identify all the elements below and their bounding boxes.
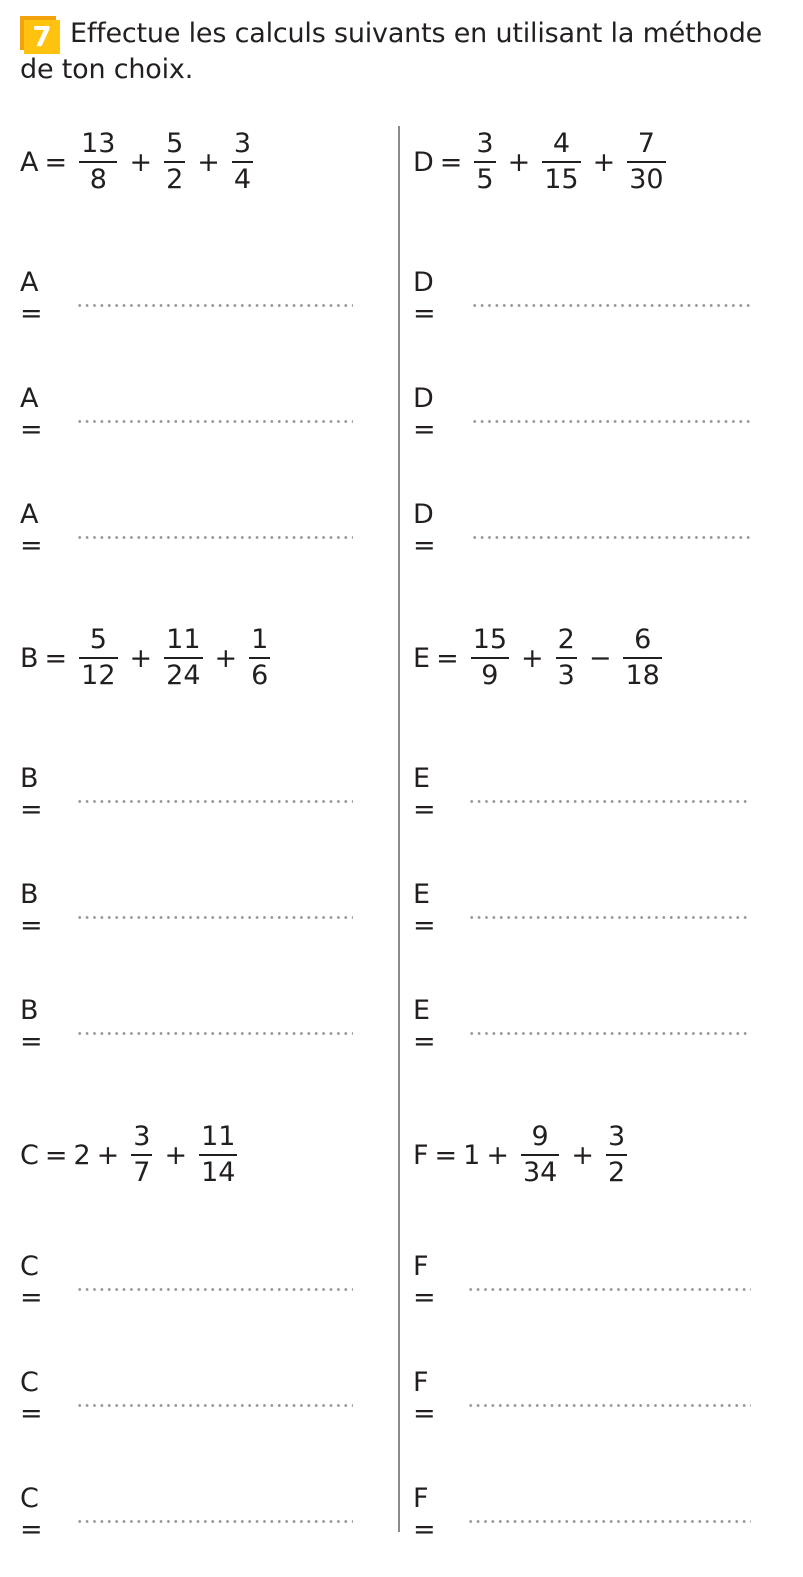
denominator: 4 — [233, 164, 252, 195]
fraction — [164, 127, 185, 197]
operator: + — [521, 642, 544, 674]
answer-line[interactable] — [413, 267, 751, 329]
exercise-number: 7 — [24, 20, 60, 54]
numerator: 11 — [201, 1121, 236, 1152]
numerator: 5 — [166, 128, 184, 159]
expression-letter: F — [413, 1139, 429, 1171]
answer-label: D = — [413, 383, 436, 445]
operator: + — [197, 146, 220, 178]
operator: + — [486, 1139, 509, 1171]
operator: + — [571, 1139, 594, 1171]
fraction — [606, 1120, 627, 1190]
numerator: 11 — [166, 624, 201, 655]
operator: − — [588, 642, 612, 674]
answer-label: C = — [20, 1367, 43, 1429]
answer-label: C = — [20, 1251, 43, 1313]
dotted-answer-field[interactable] — [468, 916, 751, 919]
fraction — [79, 127, 117, 197]
numerator: 1 — [251, 624, 269, 655]
dotted-answer-field[interactable] — [76, 536, 353, 539]
fraction — [164, 623, 202, 693]
expression-d — [413, 122, 672, 202]
exercise-number-badge — [20, 16, 60, 54]
fraction — [627, 127, 665, 197]
answer-line[interactable] — [413, 499, 751, 561]
answer-line[interactable] — [20, 267, 353, 329]
integer-term: 1 — [463, 1139, 481, 1171]
answer-label: D = — [413, 499, 436, 561]
expression-letter: B — [20, 642, 39, 674]
operator: + — [129, 642, 153, 674]
fraction — [556, 623, 577, 693]
operator: + — [129, 146, 153, 178]
answer-label: C = — [20, 1483, 43, 1545]
numerator: 3 — [476, 128, 494, 159]
dotted-answer-field[interactable] — [76, 1404, 352, 1407]
dotted-answer-field[interactable] — [467, 1404, 751, 1407]
fraction — [249, 623, 270, 693]
answer-line[interactable] — [20, 1251, 353, 1313]
dotted-answer-field[interactable] — [468, 1032, 751, 1035]
denominator: 24 — [166, 660, 201, 691]
expression-letter: D — [413, 146, 434, 178]
answer-line[interactable] — [20, 383, 353, 445]
numerator: 3 — [233, 128, 252, 159]
denominator: 8 — [89, 164, 107, 195]
answer-line[interactable] — [413, 763, 751, 825]
exercise-instruction: Effectue les calculs suivants en utilisant la méthode de ton choix. — [20, 18, 763, 85]
expression-f — [413, 1115, 633, 1195]
numerator: 15 — [472, 624, 508, 655]
answer-label: A = — [20, 383, 43, 445]
expression-c — [20, 1115, 243, 1195]
equals-sign: = — [434, 1139, 458, 1171]
integer-term: 2 — [73, 1139, 91, 1171]
dotted-answer-field[interactable] — [76, 1520, 352, 1523]
dotted-answer-field[interactable] — [76, 1288, 352, 1291]
equals-sign: = — [439, 146, 463, 178]
fraction — [79, 623, 117, 693]
dotted-answer-field[interactable] — [471, 536, 751, 539]
expression-letter: A — [20, 146, 39, 178]
fraction — [131, 1120, 152, 1190]
fraction — [199, 1120, 237, 1190]
operator: + — [507, 146, 531, 178]
fraction — [521, 1120, 559, 1190]
answer-label: B = — [20, 763, 43, 825]
answer-line[interactable] — [413, 1367, 751, 1429]
dotted-answer-field[interactable] — [467, 1520, 751, 1523]
answer-label: D = — [413, 267, 436, 329]
expression-letter: C — [20, 1139, 39, 1171]
denominator: 2 — [166, 164, 184, 195]
fraction — [542, 127, 580, 197]
answer-label: E = — [413, 763, 436, 825]
fraction — [623, 623, 661, 693]
denominator: 9 — [481, 660, 499, 691]
answer-line[interactable] — [20, 879, 353, 941]
dotted-answer-field[interactable] — [471, 304, 751, 307]
answer-label: F = — [413, 1483, 436, 1545]
answer-label: A = — [20, 499, 43, 561]
answer-label: E = — [413, 995, 436, 1057]
denominator: 15 — [544, 164, 579, 195]
answer-label: A = — [20, 267, 43, 329]
denominator: 30 — [629, 164, 664, 195]
equals-sign: = — [436, 642, 459, 674]
denominator: 2 — [607, 1157, 626, 1188]
denominator: 5 — [476, 164, 494, 195]
denominator: 6 — [251, 660, 269, 691]
answer-label: F = — [413, 1367, 436, 1429]
expression-a — [20, 122, 259, 202]
dotted-answer-field[interactable] — [76, 916, 353, 919]
answer-label: B = — [20, 879, 43, 941]
fraction — [471, 623, 509, 693]
answer-line[interactable] — [413, 1251, 751, 1313]
equals-sign: = — [44, 146, 68, 178]
operator: + — [164, 1139, 188, 1171]
equals-sign: = — [44, 642, 68, 674]
answer-line[interactable] — [413, 879, 751, 941]
denominator: 18 — [625, 660, 660, 691]
denominator: 3 — [557, 660, 575, 691]
equals-sign: = — [44, 1139, 68, 1171]
fraction — [474, 127, 495, 197]
numerator: 3 — [133, 1121, 151, 1152]
dotted-answer-field[interactable] — [76, 304, 353, 307]
answer-line[interactable] — [20, 995, 353, 1057]
dotted-answer-field[interactable] — [76, 420, 353, 423]
operator: + — [96, 1139, 120, 1171]
numerator: 2 — [557, 624, 575, 655]
denominator: 34 — [522, 1157, 558, 1188]
answer-line[interactable] — [413, 383, 751, 445]
dotted-answer-field[interactable] — [468, 800, 751, 803]
numerator: 13 — [81, 128, 116, 159]
denominator: 7 — [133, 1157, 151, 1188]
answer-label: E = — [413, 879, 436, 941]
numerator: 6 — [634, 624, 652, 655]
exercise-header — [20, 16, 795, 88]
numerator: 5 — [89, 624, 107, 655]
numerator: 9 — [531, 1121, 549, 1152]
denominator: 12 — [81, 660, 116, 691]
answer-label: B = — [20, 995, 43, 1057]
dotted-answer-field[interactable] — [471, 420, 751, 423]
numerator: 7 — [637, 128, 655, 159]
numerator: 3 — [607, 1121, 626, 1152]
answer-label: F = — [413, 1251, 436, 1313]
operator: + — [214, 642, 238, 674]
operator: + — [592, 146, 616, 178]
answer-line[interactable] — [20, 763, 353, 825]
fraction — [232, 127, 253, 197]
column-divider — [398, 126, 400, 1532]
expression-e — [413, 618, 668, 698]
dotted-answer-field[interactable] — [76, 1032, 353, 1035]
dotted-answer-field[interactable] — [467, 1288, 751, 1291]
expression-letter: E — [413, 642, 431, 674]
answer-line[interactable] — [20, 499, 353, 561]
answer-line[interactable] — [20, 1367, 353, 1429]
expression-b — [20, 618, 276, 698]
dotted-answer-field[interactable] — [76, 800, 353, 803]
numerator: 4 — [552, 128, 570, 159]
denominator: 14 — [201, 1157, 236, 1188]
answer-line[interactable] — [20, 1483, 353, 1545]
answer-line[interactable] — [413, 1483, 751, 1545]
answer-line[interactable] — [413, 995, 751, 1057]
